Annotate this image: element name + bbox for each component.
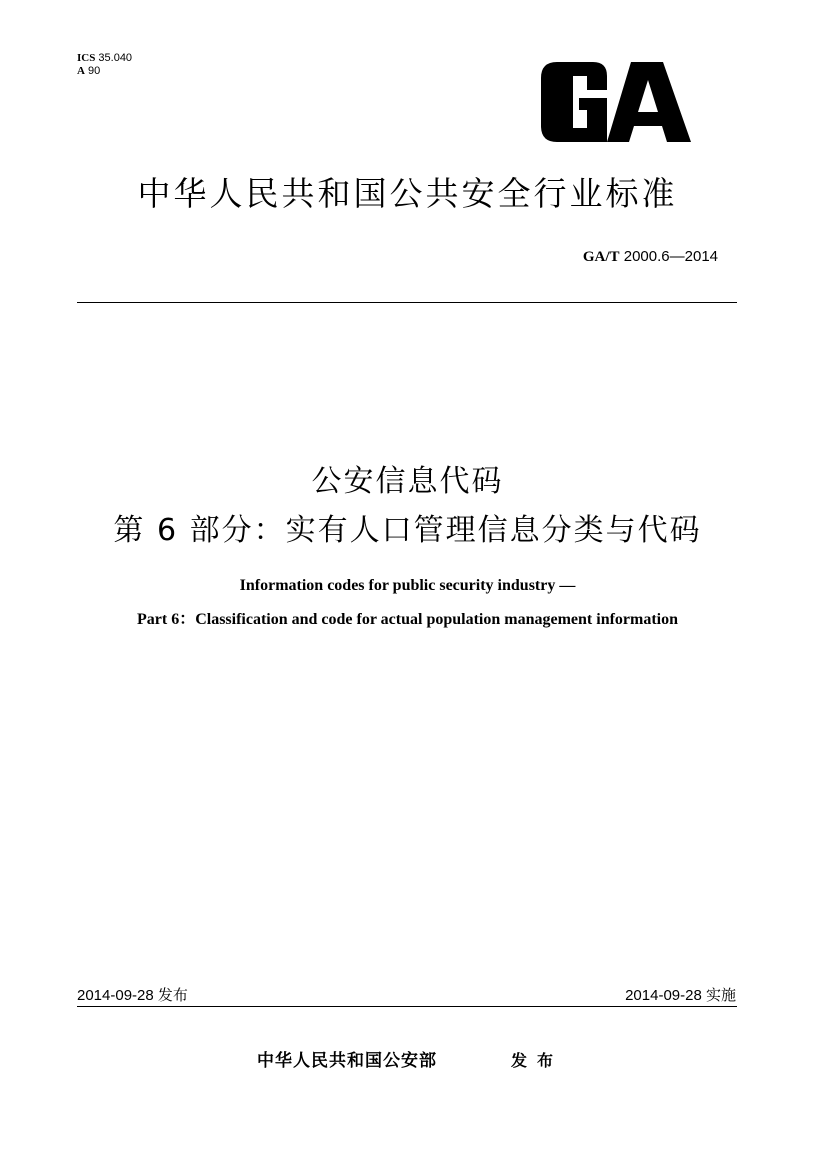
ccs-line: [77, 65, 132, 78]
document-title-line2: 第 6 部分：实有人口管理信息分类与代码: [113, 513, 702, 548]
header-divider: [77, 302, 737, 303]
standard-code: [583, 248, 718, 266]
document-title-line1: 公安信息代码: [311, 464, 504, 499]
ics-label: ICS: [77, 52, 96, 64]
standard-type-heading: 中华人民共和国公共安全行业标准: [137, 174, 678, 213]
issue-action: 发布: [511, 1051, 564, 1070]
ga-logo-letter-a: [607, 62, 691, 142]
standard-code-number: 2000.6—2014: [623, 248, 718, 265]
ics-line: [77, 52, 132, 65]
classification-codes: [77, 52, 132, 78]
issue-date: 2014-09-28 发布: [77, 987, 188, 1004]
ccs-label: A: [77, 65, 85, 77]
issuing-authority: 中华人民共和国公安部: [257, 1051, 437, 1071]
footer-divider: [77, 1006, 737, 1007]
standard-code-prefix: GA/T: [582, 249, 620, 265]
english-title-line2: Part 6：Classification and code for actual population management information: [136, 611, 679, 628]
ccs-code: 90: [88, 65, 101, 77]
english-title-line1: Information codes for public security industry —: [239, 577, 576, 594]
ics-code: 35.040: [98, 52, 133, 64]
implementation-date: 2014-09-28 实施: [625, 987, 736, 1004]
ga-logo-letter-g: [541, 62, 607, 142]
ga-logo: [535, 62, 693, 142]
